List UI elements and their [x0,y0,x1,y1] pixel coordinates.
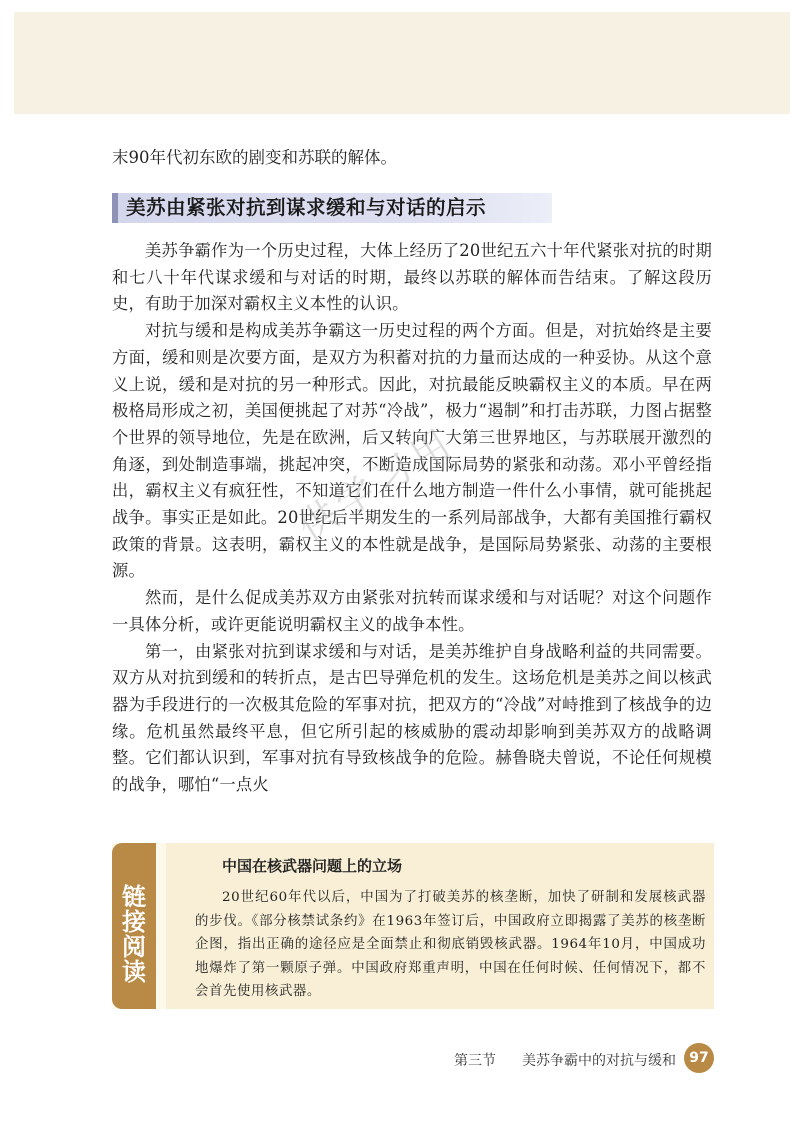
link-reading-text: 20世纪60年代以后，中国为了打破美苏的核垄断，加快了研制和发展核武器的步伐。《部分核禁试条约》在1963年签订后，中国政府立即揭露了美苏的核垄断企图，指出正确的途径应是全面禁止和彻底销毁核武器。1964年10月，中国成功地爆炸了第一颗原子弹。中国政府郑重声明，中国在任何时候、任何情况下，都不会首先使用核武器。 [195,890,706,1000]
link-reading-tab [112,843,156,1009]
section-heading-title: 美苏由紧张对抗到谋求缓和与对话的启示 [126,196,487,219]
body-text [112,238,712,799]
paragraph-1: 美苏争霸作为一个历史过程，大体上经历了20世纪五六十年代紧张对抗的时期和七八十年代谋求缓和与对话的时期，最终以苏联的解体而告结束。了解这段历史，有助于加深对霸权主义本性的认识。 [112,241,712,314]
top-decorative-band [14,12,790,114]
footer-section-label: 第三节 [454,1053,496,1069]
paragraph-2: 对抗与缓和是构成美苏争霸这一历史过程的两个方面。但是，对抗始终是主要方面，缓和则是次要方面，是双方为积蓄对抗的力量而达成的一种妥协。从这个意义上说，缓和是对抗的另一种形式。因此，对抗最能反映霸权主义的本质。早在两极格局形成之初，美国便挑起了对苏“冷战”，极力“遏制”和打击苏联，力图占据整个世界的领导地位，先是在欧洲，后又转向广大第三世界地区，与苏联展开激烈的角逐，到处制造事端，挑起冲突，不断造成国际局势的紧张和动荡。邓小平曾经指出，霸权主义有疯狂性，不知道它们在什么地方制造一件什么小事情，就可能挑起战争。事实正是如此。20世纪后半期发生的一系列局部战争，大都有美国推行霸权政策的背景。这表明，霸权主义的本性就是战争，是国际局势紧张、动荡的主要根源。 [112,321,712,581]
section-heading [112,193,552,223]
link-reading-title: 中国在核武器问题上的立场 [222,857,403,875]
link-reading-box [112,843,714,1009]
paragraph-4: 第一，由紧张对抗到谋求缓和与对话，是美苏维护自身战略利益的共同需要。双方从对抗到缓和的转折点，是古巴导弹危机的发生。这场危机是美苏之间以核武器为手段进行的一次极其危险的军事对抗，把双方的“冷战”对峙推到了核战争的边缘。危机虽然最终平息，但它所引起的核威胁的震动却影响到美苏双方的战略调整。它们都认识到，军事对抗有导致核战争的危险。赫鲁晓夫曾说，不论任何规模的战争，哪怕“一点火 [112,641,712,795]
continued-text-line: 末90年代初东欧的剧变和苏联的解体。 [112,148,397,167]
link-reading-tab-label: 链接阅读 [122,883,146,986]
watermark: 供学习用 [290,418,463,550]
page-number-badge: 97 [684,1043,714,1073]
footer-chapter-title: 美苏争霸中的对抗与缓和 [522,1053,676,1069]
heading-accent-bar [112,193,118,223]
link-reading-content [166,843,714,1009]
paragraph-3: 然而，是什么促成美苏双方由紧张对抗转而谋求缓和与对话呢？对这个问题作一具体分析，或许更能说明霸权主义的战争本性。 [112,588,712,634]
